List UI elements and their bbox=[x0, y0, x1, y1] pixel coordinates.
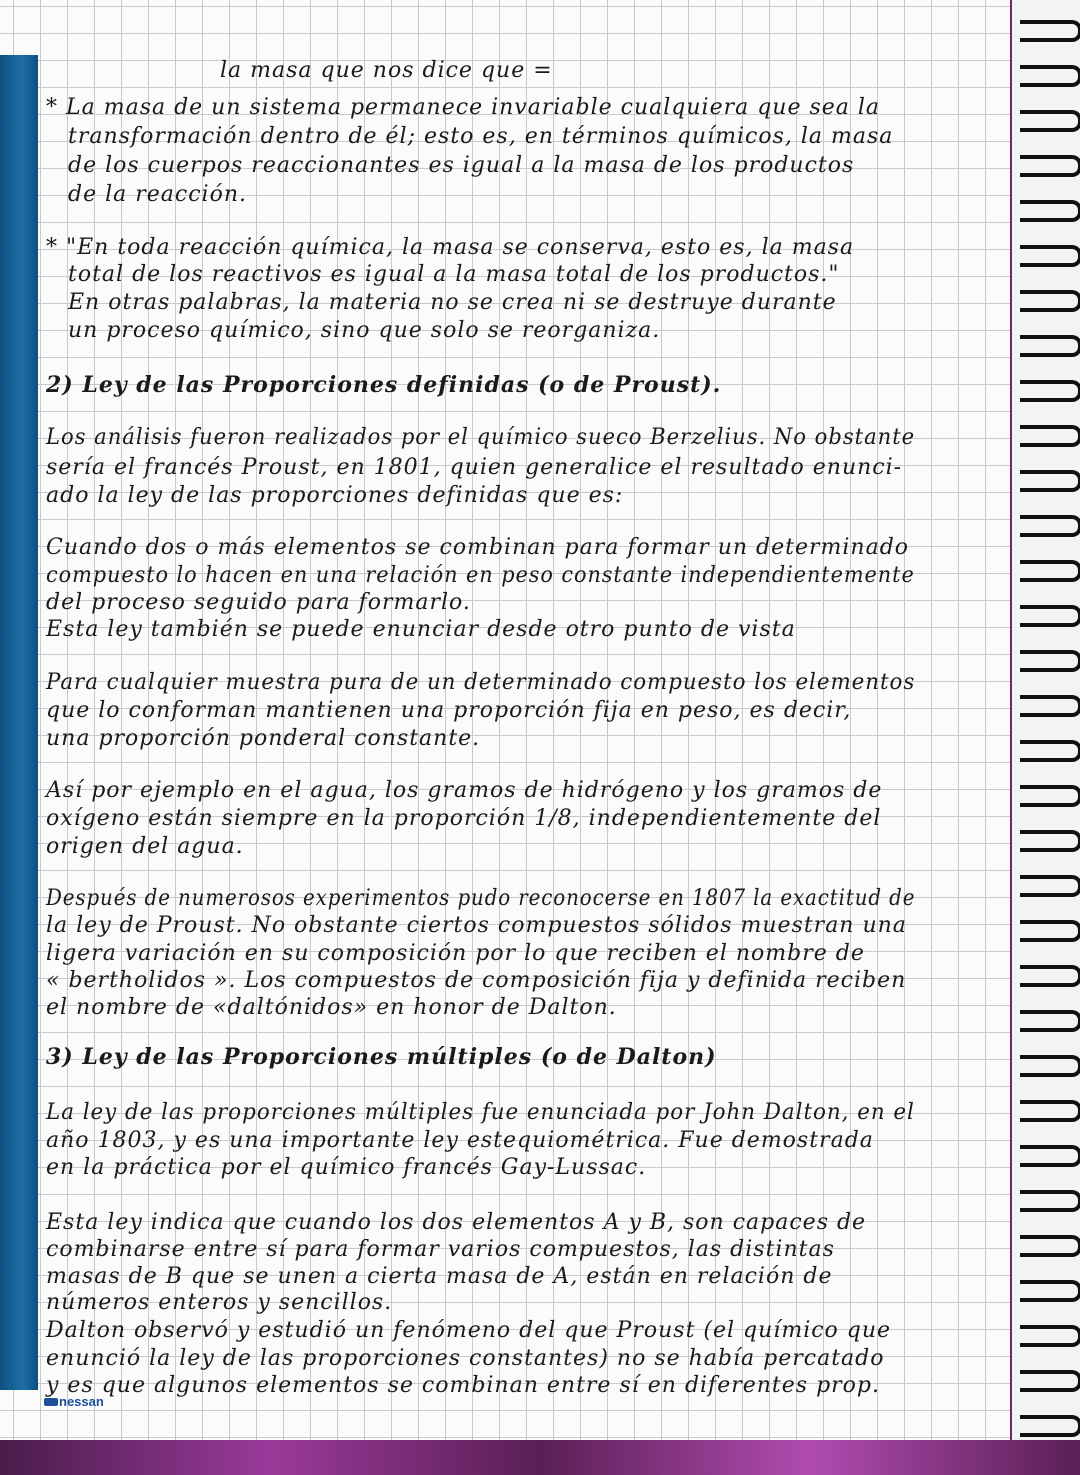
note-line: * "En toda reacción química, la masa se conserva, esto es, la masa bbox=[46, 235, 855, 260]
note-line: año 1803, y es una importante ley estequiométrica. Fue demostrada bbox=[46, 1128, 874, 1153]
note-line: En otras palabras, la materia no se crea ni se destruye durante bbox=[68, 290, 837, 315]
note-line: números enteros y sencillos. bbox=[46, 1290, 393, 1315]
spiral-ring bbox=[1020, 245, 1080, 267]
note-line: combinarse entre sí para formar varios compuestos, las distintas bbox=[46, 1237, 835, 1262]
note-line: Cuando dos o más elementos se combinan para formar un determinado bbox=[46, 535, 910, 560]
note-line: ado la ley de las proporciones definidas que es: bbox=[46, 483, 624, 508]
spiral-ring bbox=[1020, 155, 1080, 177]
note-line: que lo conforman mantienen una proporción fija en peso, es decir, bbox=[46, 698, 852, 723]
brand-logo-text: nessan bbox=[59, 1394, 104, 1409]
note-line: un proceso químico, sino que solo se reorganiza. bbox=[68, 318, 661, 343]
note-line: el nombre de «daltónidos» en honor de Dalton. bbox=[46, 995, 617, 1020]
note-line: « bertholidos ». Los compuestos de composición fija y definida reciben bbox=[46, 968, 907, 993]
note-line: Para cualquier muestra pura de un determinado compuesto los elementos bbox=[46, 670, 916, 695]
section-heading: 2) Ley de las Proporciones definidas (o de Proust). bbox=[46, 372, 722, 398]
note-line: total de los reactivos es igual a la masa total de los productos." bbox=[68, 262, 840, 287]
note-line: * La masa de un sistema permanece invariable cualquiera que sea la bbox=[46, 95, 881, 120]
note-line: sería el francés Proust, en 1801, quien generalice el resultado enunci- bbox=[46, 455, 903, 480]
note-line: Esta ley indica que cuando los dos elementos A y B, son capaces de bbox=[46, 1210, 867, 1235]
spiral-ring bbox=[1020, 1100, 1080, 1122]
spiral-ring bbox=[1020, 200, 1080, 222]
note-line: Después de numerosos experimentos pudo reconocerse en 1807 la exactitud de bbox=[46, 886, 916, 911]
note-line: ligera variación en su composición por lo que reciben el nombre de bbox=[46, 941, 865, 966]
spiral-ring bbox=[1020, 1415, 1080, 1437]
spiral-ring bbox=[1020, 1235, 1080, 1257]
note-line: masas de B que se unen a cierta masa de A, están en relación de bbox=[46, 1264, 833, 1289]
brand-logo bbox=[44, 1394, 104, 1409]
spiral-ring bbox=[1020, 650, 1080, 672]
spiral-ring bbox=[1020, 20, 1080, 42]
spiral-ring bbox=[1020, 965, 1080, 987]
spiral-ring bbox=[1020, 1145, 1080, 1167]
note-line: Esta ley también se puede enunciar desde otro punto de vista bbox=[46, 617, 796, 642]
spiral-ring bbox=[1020, 875, 1080, 897]
spiral-ring bbox=[1020, 1010, 1080, 1032]
spiral-ring bbox=[1020, 830, 1080, 852]
note-line: de los cuerpos reaccionantes es igual a la masa de los productos bbox=[68, 153, 855, 178]
spiral-ring bbox=[1020, 1055, 1080, 1077]
spiral-ring bbox=[1020, 335, 1080, 357]
note-line: la masa que nos dice que = bbox=[220, 58, 553, 83]
note-line: La ley de las proporciones múltiples fue enunciada por John Dalton, en el bbox=[46, 1100, 915, 1125]
note-line: en la práctica por el químico francés Gay-Lussac. bbox=[46, 1155, 647, 1180]
note-line: origen del agua. bbox=[46, 834, 244, 859]
note-line: transformación dentro de él; esto es, en términos químicos, la masa bbox=[68, 124, 894, 149]
spiral-ring bbox=[1020, 1280, 1080, 1302]
spiral-ring bbox=[1020, 470, 1080, 492]
spiral-ring bbox=[1020, 605, 1080, 627]
spiral-ring bbox=[1020, 1190, 1080, 1212]
spiral-ring bbox=[1020, 515, 1080, 537]
note-line: Los análisis fueron realizados por el químico sueco Berzelius. No obstante bbox=[46, 425, 916, 450]
note-line: Dalton observó y estudió un fenómeno del que Proust (el químico que bbox=[46, 1318, 892, 1343]
spiral-ring bbox=[1020, 560, 1080, 582]
spiral-binding bbox=[1012, 0, 1080, 1440]
note-line: una proporción ponderal constante. bbox=[46, 726, 481, 751]
spiral-ring bbox=[1020, 65, 1080, 87]
note-line: y es que algunos elementos se combinan entre sí en diferentes prop. bbox=[46, 1373, 880, 1398]
note-line: oxígeno están siempre en la proporción 1/8, independientemente del bbox=[46, 806, 882, 831]
note-line: la ley de Proust. No obstante ciertos compuestos sólidos muestran una bbox=[46, 913, 907, 938]
notebook-margin-strip bbox=[0, 55, 38, 1390]
spiral-ring bbox=[1020, 380, 1080, 402]
note-line: de la reacción. bbox=[68, 182, 247, 207]
spiral-ring bbox=[1020, 1325, 1080, 1347]
spiral-ring bbox=[1020, 425, 1080, 447]
spiral-ring bbox=[1020, 740, 1080, 762]
background-fabric bbox=[0, 1440, 1080, 1475]
spiral-ring bbox=[1020, 695, 1080, 717]
note-line: del proceso seguido para formarlo. bbox=[46, 590, 471, 615]
spiral-ring bbox=[1020, 785, 1080, 807]
note-line: compuesto lo hacen en una relación en peso constante independientemente bbox=[46, 563, 915, 588]
spiral-ring bbox=[1020, 110, 1080, 132]
section-heading: 3) Ley de las Proporciones múltiples (o de Dalton) bbox=[46, 1044, 717, 1070]
spiral-ring bbox=[1020, 1370, 1080, 1392]
spiral-ring bbox=[1020, 920, 1080, 942]
note-line: Así por ejemplo en el agua, los gramos de hidrógeno y los gramos de bbox=[46, 778, 883, 803]
spiral-ring bbox=[1020, 290, 1080, 312]
note-line: enunció la ley de las proporciones constantes) no se había percatado bbox=[46, 1346, 885, 1371]
